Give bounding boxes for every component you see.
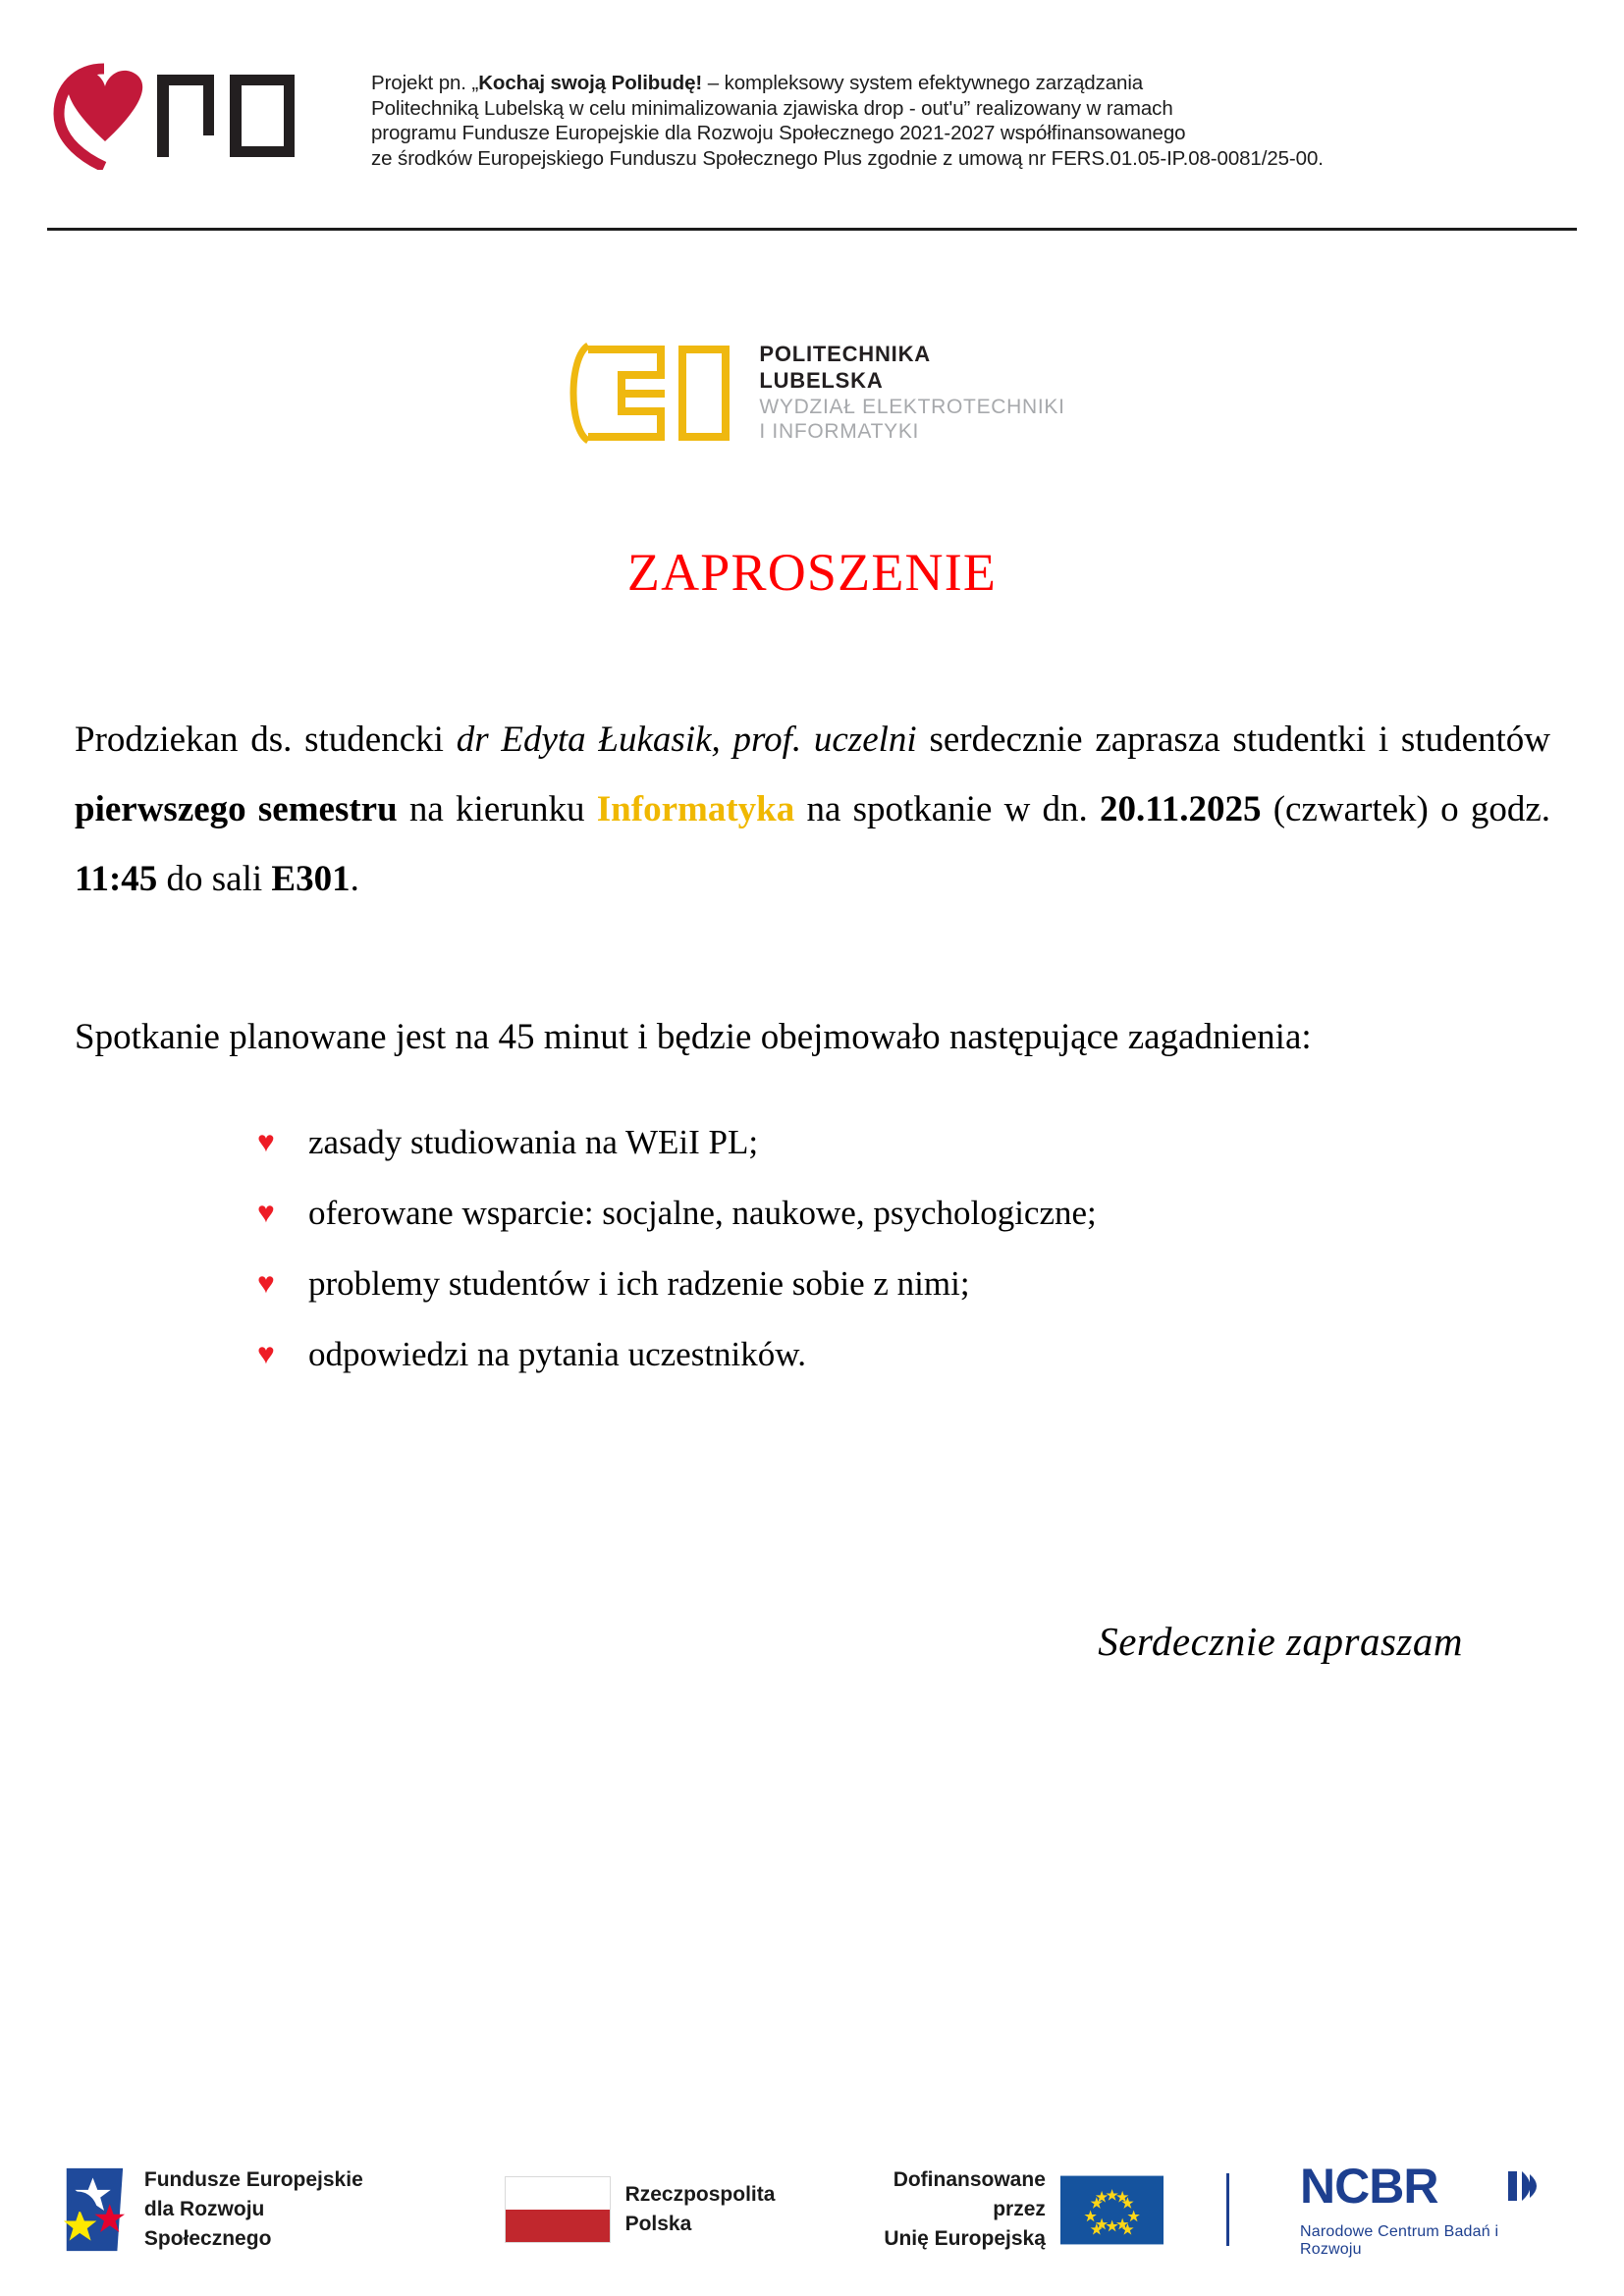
para1-seg5: na kierunku — [397, 789, 597, 829]
heart-bullet-icon: ♥ — [257, 1338, 275, 1370]
header-line-4: ze środków Europejskiego Funduszu Społecznego Plus zgodnie z umową nr FERS.01.05-IP.08-0081/25-00. — [371, 146, 1324, 170]
ue-line-2: Unię Europejską — [884, 2226, 1046, 2250]
ncbr-logo — [1300, 2162, 1563, 2259]
faculty-name-line-2: I INFORMATYKI — [759, 420, 920, 444]
poland-flag-icon — [505, 2176, 611, 2243]
rzeczpospolita-polska-text — [625, 2180, 776, 2239]
footer-logo-bar — [61, 2156, 1563, 2264]
prodziekan-name: dr Edyta Łukasik, prof. uczelni — [456, 720, 917, 760]
field-of-study: Informatyka — [596, 789, 795, 829]
para1-seg7: na spotkanie w dn. — [794, 789, 1101, 829]
document-body — [75, 705, 1550, 1390]
fundusze-europejskie-logo — [61, 2164, 387, 2255]
fundusze-europejskie-mark-icon — [61, 2164, 129, 2255]
kochaj-swoja-polibude-logo — [47, 57, 371, 170]
european-union-flag-icon — [1060, 2174, 1164, 2246]
list-item-label: oferowane wsparcie: socjalne, naukowe, psychologiczne; — [308, 1194, 1097, 1232]
list-item — [257, 1319, 1550, 1390]
unia-europejska-text — [843, 2165, 1045, 2253]
header-line-3: programu Fundusze Europejskie dla Rozwoju Społecznego 2021-2027 współfinansowanego — [371, 122, 1186, 144]
meeting-time: 11:45 — [75, 859, 158, 899]
semester-label: pierwszego semestru — [75, 789, 398, 829]
meeting-date: 20.11.2025 — [1100, 789, 1262, 829]
invitation-paragraph — [75, 705, 1550, 914]
faculty-name-line-1: WYDZIAŁ ELEKTROTECHNIKI — [759, 395, 1065, 418]
fe-line-2: dla Rozwoju Społecznego — [143, 2198, 272, 2250]
project-header-text — [371, 57, 1324, 171]
university-logo-block — [0, 342, 1624, 445]
header-line-2: Politechniką Lubelską w celu minimalizowania zjawiska drop - out'u” realizowany w ramach — [371, 96, 1173, 120]
list-item-label: problemy studentów i ich radzenie sobie z nimi; — [308, 1264, 970, 1303]
para1-seg3: serdecznie zaprasza studentki i studentów — [916, 720, 1550, 760]
heart-bullet-icon: ♥ — [257, 1267, 275, 1300]
ue-line-1: Dofinansowane przez — [893, 2168, 1046, 2221]
list-item-label: zasady studiowania na WEiI PL; — [308, 1123, 759, 1161]
agenda-intro-paragraph: Spotkanie planowane jest na 45 minut i będzie obejmowało następujące zagadnienia: — [75, 1017, 1312, 1057]
university-logo-text — [759, 342, 1064, 445]
project-header — [47, 57, 1577, 171]
para1-seg1: Prodziekan ds. studencki — [75, 720, 457, 760]
list-item — [257, 1249, 1550, 1319]
rp-line-1: Rzeczpospolita — [624, 2183, 776, 2207]
svg-text:NCBR: NCBR — [1300, 2161, 1438, 2214]
heart-bullet-icon: ♥ — [257, 1197, 275, 1229]
agenda-list — [75, 1107, 1550, 1390]
list-item — [257, 1107, 1550, 1178]
signature-line: Serdecznie zapraszam — [1098, 1619, 1463, 1664]
university-name-line-2: LUBELSKA — [759, 367, 884, 393]
header-divider — [47, 228, 1577, 231]
page-title: ZAPROSZENIE — [626, 543, 998, 602]
list-item-label: odpowiedzi na pytania uczestników. — [308, 1335, 807, 1373]
meeting-room: E301 — [271, 859, 351, 899]
para1-seg9: (czwartek) o godz. — [1261, 789, 1550, 829]
rp-line-2: Polska — [624, 2213, 692, 2235]
ncbr-subtitle: Narodowe Centrum Badań i Rozwoju — [1300, 2222, 1499, 2258]
para1-seg11: do sali — [157, 859, 272, 899]
rzeczpospolita-polska-logo — [505, 2176, 776, 2243]
heart-bullet-icon: ♥ — [257, 1126, 275, 1158]
ncbr-wordmark-icon — [1300, 2162, 1563, 2215]
para1-seg13: . — [350, 859, 359, 899]
politechnika-lubelska-mark-icon — [559, 342, 733, 445]
fundusze-europejskie-text — [144, 2165, 387, 2253]
university-name-line-1: POLITECHNIKA — [759, 342, 931, 367]
fe-line-1: Fundusze Europejskie — [143, 2168, 363, 2192]
list-item — [257, 1178, 1550, 1249]
unia-europejska-logo — [843, 2165, 1164, 2253]
header-line-1: Projekt pn. „Kochaj swoją Polibudę! – kompleksowy system efektywnego zarządzania — [371, 72, 1144, 94]
footer-divider — [1226, 2173, 1229, 2246]
